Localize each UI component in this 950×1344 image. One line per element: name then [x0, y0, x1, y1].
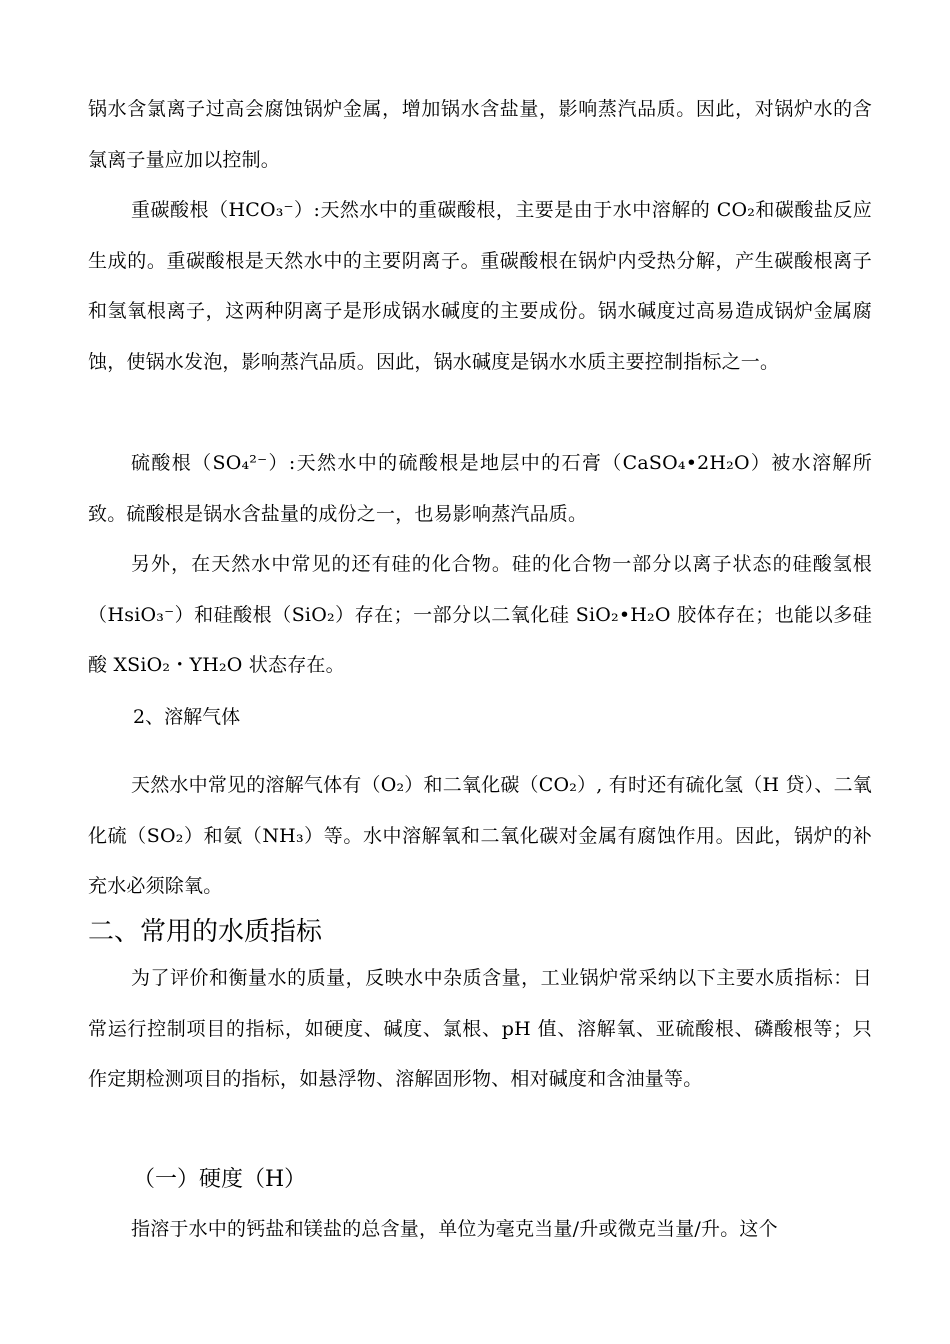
paragraph-sulfate: 硫酸根（SO₄²⁻）:天然水中的硫酸根是地层中的石膏（CaSO₄•2H₂O）被水溶解所致。硫酸根是锅水含盐量的成份之一，也易影响蒸汽品质。 [88, 452, 872, 525]
paragraph-dissolved-gas: 天然水中常见的溶解气体有（O₂）和二氧化碳（CO₂）, 有时还有硫化氢（H 贷）、二氧化硫（SO₂）和氨（NH₃）等。水中溶解氧和二氧化碳对金属有腐蚀作用。因此，锅炉的补充水必须除氧。 [88, 774, 872, 897]
subheading-hardness: （一）硬度（H） [133, 1167, 307, 1192]
paragraph-bicarbonate: 重碳酸根（HCO₃⁻）:天然水中的重碳酸根，主要是由于水中溶解的 CO₂和碳酸盐反应生成的。重碳酸根是天然水中的主要阴离子。重碳酸根在锅炉内受热分解，产生碳酸根离子和氢氧根离子，这两种阴离子是形成锅水碱度的主要成份。锅水碱度过高易造成锅炉金属腐蚀，使锅水发泡，影响蒸汽品质。因此，锅水碱度是锅水水质主要控制指标之一。 [88, 199, 872, 373]
paragraph-chloride: 锅水含氯离子过高会腐蚀锅炉金属，增加锅水含盐量，影响蒸汽品质。因此，对锅炉水的含氯离子量应加以控制。 [88, 98, 872, 171]
paragraph-silicon: 另外，在天然水中常见的还有硅的化合物。硅的化合物一部分以离子状态的硅酸氢根（HsiO₃⁻）和硅酸根（SiO₂）存在；一部分以二氧化硅 SiO₂•H₂O 胶体存在；也能以多硅酸 XSiO₂・YH₂O 状态存在。 [88, 553, 872, 676]
paragraph-water-quality-indicators: 为了评价和衡量水的质量，反映水中杂质含量，工业锅炉常采纳以下主要水质指标：日常运行控制项目的指标，如硬度、碱度、氯根、pH 值、溶解氧、亚硫酸根、磷酸根等；只作定期检测项目的指标，如悬浮物、溶解固形物、相对碱度和含油量等。 [88, 967, 872, 1090]
paragraph-hardness: 指溶于水中的钙盐和镁盐的总含量，单位为毫克当量/升或微克当量/升。这个 [131, 1218, 778, 1240]
heading-dissolved-gas: 2、溶解气体 [133, 706, 241, 728]
section-title-water-quality: 二、常用的水质指标 [88, 917, 323, 947]
